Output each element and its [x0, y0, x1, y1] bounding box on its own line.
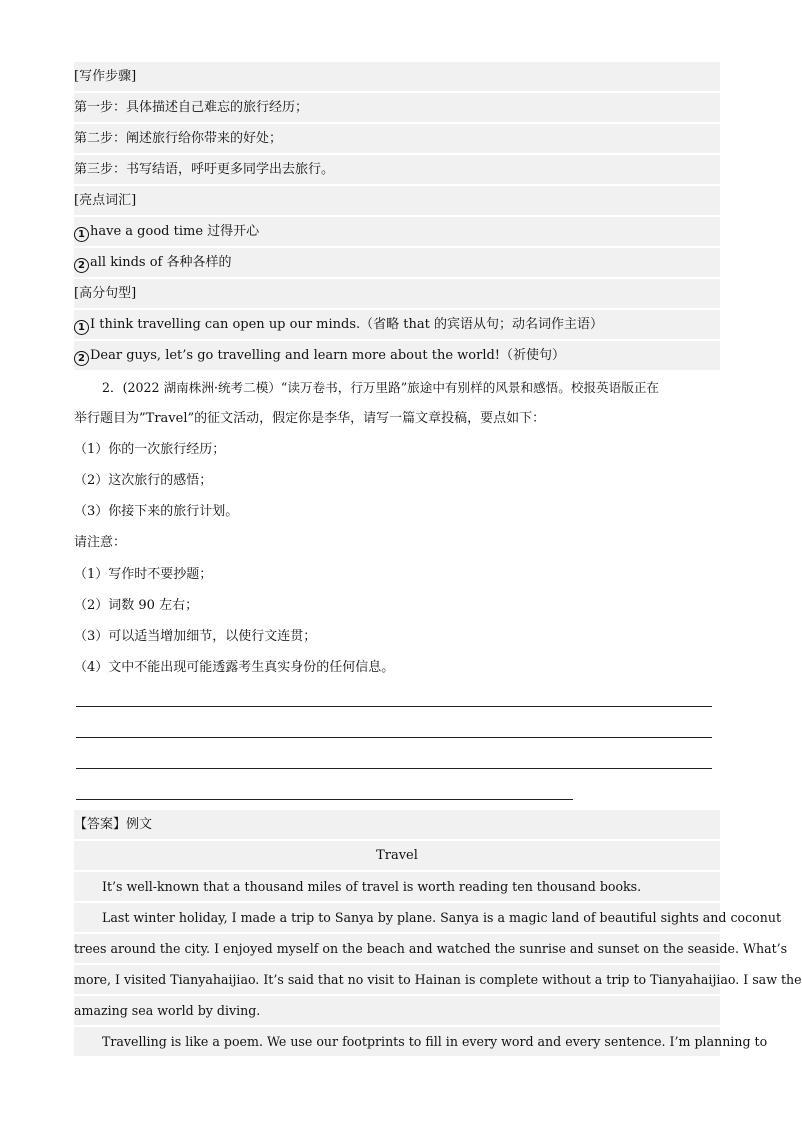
writing-step-2: 第二步：阐述旅行给你带来的好处；	[74, 124, 720, 153]
essay-line-1: It’s well-known that a thousand miles of travel is worth reading ten thousand books.	[74, 872, 720, 901]
writing-steps-heading: [写作步骤]	[74, 62, 720, 91]
sentence-patterns-heading: [高分句型]	[74, 279, 720, 308]
essay-line-2-text: Last winter holiday, I made a trip to Sanya by plane. Sanya is a magic land of beautiful sights and coconut	[102, 910, 782, 925]
essay-line-4	[74, 965, 802, 994]
essay-line-6	[74, 1027, 768, 1056]
answer-line-3[interactable]	[76, 768, 712, 769]
highlight-word-1	[74, 217, 720, 246]
answer-line-2[interactable]	[76, 737, 712, 738]
answer-line-4[interactable]	[76, 799, 573, 800]
sentence-pattern-text: Dear guys, let’s go travelling and learn more about the world!（祈使句）	[90, 348, 566, 363]
essay-line-2	[74, 903, 782, 932]
sentence-pattern-text: I think travelling can open up our minds.（省略 that 的宾语从句；动名词作主语）	[90, 317, 604, 332]
highlight-word-2	[74, 248, 720, 277]
writing-step-3: 第三步：书写结语，呼吁更多同学出去旅行。	[74, 155, 720, 184]
writing-step-1: 第一步：具体描述自己难忘的旅行经历；	[74, 93, 720, 122]
answer-label: 【答案】例文	[74, 810, 720, 839]
question-line-2: 举行题目为”Travel”的征文活动，假定你是李华，请写一篇文章投稿，要点如下：	[74, 411, 546, 426]
question-line-1: 2．(2022 湖南株洲·统考二模）“读万卷书，行万里路”旅途中有别样的风景和感悟。校报英语版正在	[102, 380, 660, 395]
notice-4: （4）文中不能出现可能透露考生真实身份的任何信息。	[74, 660, 395, 675]
highlight-words-heading: [亮点词汇]	[74, 186, 720, 215]
notice-1: （1）写作时不要抄题；	[74, 567, 213, 582]
essay-title: Travel	[376, 848, 418, 863]
essay-line-3-text: trees around the city. I enjoyed myself on the beach and watched the sunrise and sunset on the seaside. What’s	[74, 941, 788, 956]
essay-line-5: amazing sea world by diving.	[74, 996, 720, 1025]
essay-line-3	[74, 934, 788, 963]
essay-title-row	[74, 841, 720, 870]
notice-2: （2）词数 90 左右；	[74, 598, 199, 613]
notice-heading: 请注意：	[74, 535, 127, 550]
highlight-word-text: have a good time 过得开心	[90, 224, 260, 239]
sentence-pattern-1	[74, 310, 720, 339]
question-point-3: （3）你接下来的旅行计划。	[74, 504, 239, 519]
essay-line-4-text: more, I visited Tianyahaijiao. It’s said that no visit to Hainan is complete without a trip to Tianyahaijiao. I saw the	[74, 972, 802, 987]
essay-line-6-text: Travelling is like a poem. We use our footprints to fill in every word and every sentence. I’m planning to	[102, 1034, 768, 1049]
answer-line-1[interactable]	[76, 706, 712, 707]
circled-number-1: 1	[74, 320, 89, 335]
question-point-2: （2）这次旅行的感悟；	[74, 473, 213, 488]
highlight-word-text: all kinds of 各种各样的	[90, 255, 232, 270]
circled-number-2: 2	[74, 351, 89, 366]
question-point-1: （1）你的一次旅行经历；	[74, 442, 226, 457]
circled-number-2: 2	[74, 258, 89, 273]
sentence-pattern-2	[74, 341, 720, 370]
notice-3: （3）可以适当增加细节，以使行文连贯；	[74, 629, 317, 644]
circled-number-1: 1	[74, 227, 89, 242]
